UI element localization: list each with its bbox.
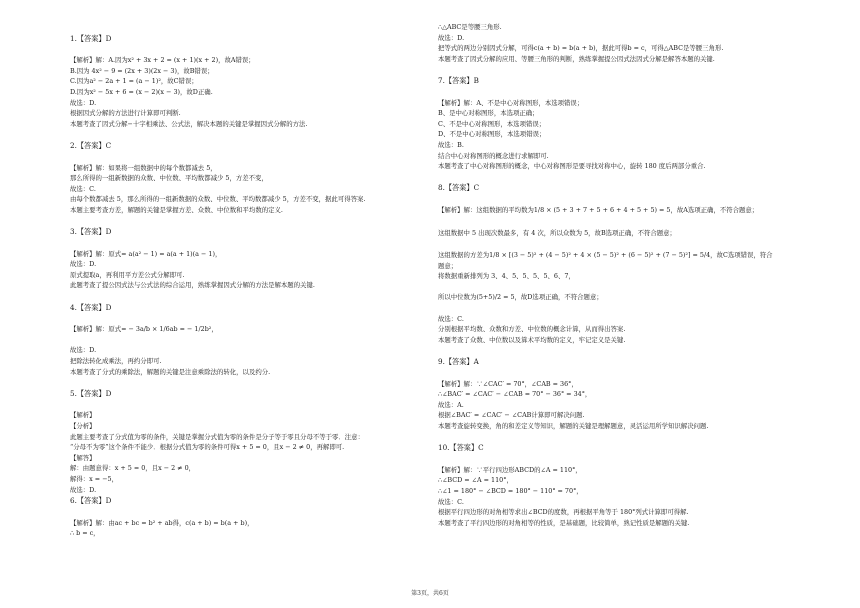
- solution-line: 分别根据平均数、众数和方差、中位数的概念计算，从而得出答案.: [438, 325, 626, 334]
- solution-line: 解：由题意得：x + 5 = 0，且x − 2 ≠ 0，: [70, 464, 196, 473]
- spacer: [438, 282, 788, 293]
- spacer: [70, 335, 420, 346]
- solution-line: 结合中心对称图形的概念进行求解即可.: [438, 151, 549, 160]
- solution-line: 本题考查了平行四边形的对角相等的性质，是基础题，比较简单，熟记性质是解题的关键.: [438, 518, 690, 527]
- solution-line: 所以中位数为(5+5)/2 = 5，故D选项正确，不符合题意；: [438, 293, 603, 302]
- solution-line: 【解析】解：∵∠CAC′ = 70°，∠CAB = 36°，: [438, 379, 578, 388]
- spacer: [70, 152, 420, 163]
- solution-line: 根据平行四边形的对角相等求出∠BCD的度数，再根据平角等于 180°列式计算即可得解.: [438, 508, 689, 517]
- solution-line: 【解答】: [70, 453, 96, 462]
- answer-heading: 5.【答案】D: [70, 388, 112, 398]
- answer-heading: 9.【答案】A: [438, 357, 479, 367]
- solution-line: 本题考查了因式分解的应用、等腰三角形的判断，熟练掌握提公因式法因式分解是解答本题的关键.: [438, 54, 715, 63]
- spacer: [438, 368, 788, 379]
- spacer: [70, 507, 420, 518]
- solution-line: 故选：D.: [70, 98, 97, 107]
- solution-line: 故选：D.: [70, 346, 97, 355]
- solution-line: B.因为 4x² − 9 = (2x + 3)(2x − 3)，故B错误；: [70, 66, 214, 75]
- solution-line: ∴ b = c，: [70, 529, 100, 538]
- spacer: [70, 400, 420, 411]
- spacer: [70, 216, 420, 227]
- solution-line: 题意；: [438, 261, 458, 270]
- solution-line: 把等式的两边分别因式分解，可得c(a + b) = b(a + b)，据此可得b = c，可得△ABC是等腰三角形.: [438, 44, 724, 53]
- spacer: [438, 345, 788, 356]
- left-column: [70, 22, 420, 539]
- answer-heading: 10.【答案】C: [438, 443, 484, 453]
- solution-line: 由每个数都减去 5，那么所得的一组新数据的众数、中位数、平均数都减少 5，方差不变，据此可得答案.: [70, 195, 366, 204]
- spacer: [70, 238, 420, 249]
- solution-line: 故选：C.: [438, 497, 464, 506]
- solution-line: ∴△ABC是等腰三角形.: [438, 23, 502, 31]
- solution-line: 将数据重新排列为 3、4、5、5、5、5、6、7，: [438, 272, 575, 281]
- solution-line: 本题考查旋转变换，角的和差定义等知识，解题的关键是理解题意，灵活运用所学知识解决问题.: [438, 422, 709, 430]
- spacer: [70, 22, 420, 33]
- right-column: [438, 22, 788, 528]
- solution-line: D、不是中心对称图形，本选项错误；: [438, 130, 546, 139]
- solution-line: 根据因式分解的方法进行计算即可判断.: [70, 109, 181, 118]
- solution-line: 【分析】: [70, 422, 96, 430]
- spacer: [70, 129, 420, 140]
- solution-line: D.因为x² − 5x + 6 = (x − 2)(x − 3)，故D正确.: [70, 87, 213, 96]
- answer-heading: 7.【答案】B: [438, 75, 479, 85]
- solution-line: 本题考查了分式的乘除法，解题的关键是注意乘除法的转化，以及约分.: [70, 367, 271, 376]
- spacer: [70, 314, 420, 325]
- solution-line: 此题考查了提公因式法与公式法的综合运用，熟练掌握因式分解的方法是解本题的关键.: [70, 281, 315, 290]
- solution-line: 【解析】解：原式= a(a² − 1) = a(a + 1)(a − 1)，: [70, 249, 222, 258]
- answer-heading: 4.【答案】D: [70, 302, 112, 312]
- solution-line: 故选：C.: [438, 314, 464, 323]
- solution-line: 解得：x = −5，: [70, 474, 119, 483]
- spacer: [70, 45, 420, 56]
- solution-line: “分母不为零”这个条件不能少．根据分式值为零的条件可得x + 5 = 0，且x − 2 ≠ 0，再解即可.: [70, 443, 345, 452]
- solution-line: 本题考查了众数、中位数以及算术平均数的定义，牢记定义是关键.: [438, 335, 626, 344]
- solution-line: C.因为a² − 2a + 1 = (a − 1)²，故C错误；: [70, 77, 198, 86]
- page-footer: 第3页，共6页: [411, 590, 449, 597]
- solution-line: 故选：B.: [438, 140, 464, 149]
- solution-line: ∴∠BAC′ = ∠CAC′ − ∠CAB = 70° − 36° = 34°，: [438, 390, 592, 399]
- solution-line: 本题主要考查方差，解题的关键是掌握方差、众数、中位数和平均数的定义.: [70, 205, 283, 214]
- solution-line: ∴∠BCD = ∠A = 110°，: [438, 476, 513, 485]
- solution-line: C、不是中心对称图形，本选项错误；: [438, 119, 546, 128]
- solution-line: 【解析】: [70, 411, 96, 420]
- spacer: [70, 377, 420, 388]
- spacer: [438, 216, 788, 228]
- answer-heading: 6.【答案】D: [70, 496, 112, 506]
- solution-line: ∴∠1 = 180° − ∠BCD = 180° − 110° = 70°，: [438, 486, 583, 495]
- solution-line: 把除法转化成乘法，再约分即可.: [70, 357, 162, 366]
- spacer: [438, 238, 788, 250]
- solution-line: 那么所得的一组新数据的众数、中位数、平均数都减少 5，方差不变，: [70, 174, 268, 183]
- spacer: [70, 291, 420, 302]
- spacer: [438, 64, 788, 75]
- solution-line: 故选：A.: [438, 400, 464, 409]
- solution-line: 故选：D.: [70, 485, 97, 494]
- spacer: [438, 172, 788, 183]
- solution-line: 根据∠BAC′ = ∠CAC′ − ∠CAB计算即可解决问题.: [438, 411, 585, 420]
- solution-line: B、是中心对称图形，本选项正确；: [438, 109, 539, 118]
- solution-line: 此题主要考查了分式值为零的条件，关键是掌握分式值为零的条件是分子等于零且分母不等于零．注意：: [70, 432, 364, 441]
- solution-line: 【解析】解：这组数据的平均数为1/8 × (5 + 3 + 7 + 5 + 6 + 4 + 5 + 5) = 5，故A选项正确，不符合题意；: [438, 205, 759, 214]
- solution-line: 本题考查了因式分解−十字相乘法、公式法，解决本题的关键是掌握因式分解的方法.: [70, 119, 308, 128]
- solution-line: 故选：D.: [438, 33, 465, 42]
- answer-heading: 1.【答案】D: [70, 33, 112, 43]
- solution-line: 【解析】解：由ac + bc = b² + ab得，c(a + b) = b(a + b)，: [70, 518, 254, 527]
- solution-line: 本题考查了中心对称图形的概念，中心对称图形是要寻找对称中心，旋转 180 度后两部分重合.: [438, 162, 706, 171]
- solution-line: 故选：C.: [70, 184, 96, 193]
- solution-line: 这组数据中 5 出现次数最多，有 4 次，所以众数为 5，故B选项正确，不符合题意；: [438, 228, 676, 237]
- solution-line: 【解析】解：原式= − 3a/b × 1/6ab = − 1/2b²，: [70, 325, 218, 334]
- solution-line: 【解析】解：如果将一组数据中的每个数都减去 5，: [70, 163, 217, 172]
- spacer: [438, 303, 788, 314]
- solution-line: 故选：D.: [70, 260, 97, 269]
- spacer: [438, 454, 788, 465]
- spacer: [438, 87, 788, 98]
- solution-line: 【解析】解：∵平行四边形ABCD的∠A = 110°，: [438, 465, 582, 474]
- solution-line: 原式提取a，再利用平方差公式分解即可.: [70, 270, 185, 279]
- solution-line: 【解析】解：A.因为x² + 3x + 2 = (x + 1)(x + 2)，故A错误；: [70, 56, 255, 65]
- solution-line: 【解析】解：A、不是中心对称图形，本选项错误；: [438, 98, 584, 107]
- answer-heading: 2.【答案】C: [70, 140, 112, 150]
- spacer: [438, 194, 788, 205]
- spacer: [438, 432, 788, 443]
- solution-line: 这组数据的方差为1/8 × [(3 − 5)² + (4 − 5)² + 4 × (5 − 5)² + (6 − 5)² + (7 − 5)²] = 5/4，故C选项错误，符合: [438, 251, 773, 260]
- answer-heading: 8.【答案】C: [438, 183, 480, 193]
- answer-heading: 3.【答案】D: [70, 227, 112, 237]
